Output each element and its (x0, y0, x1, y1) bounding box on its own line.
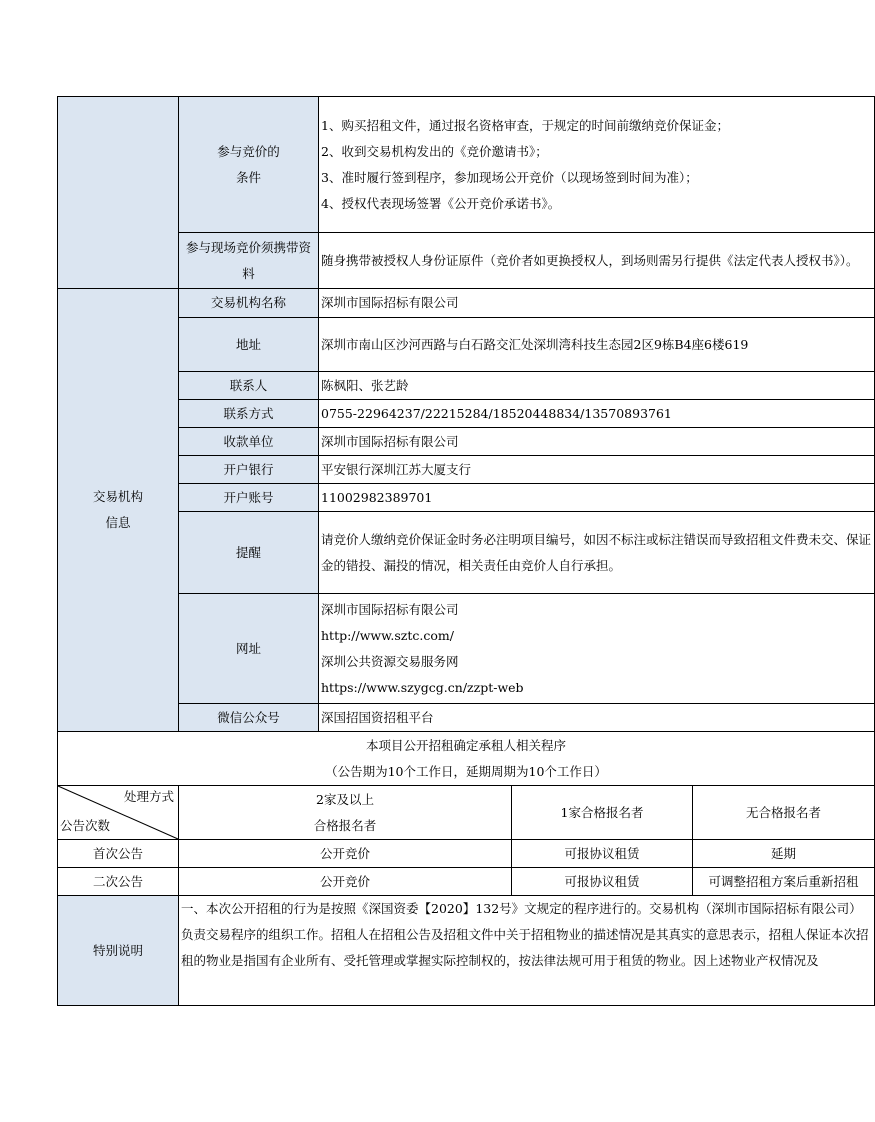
contact-label: 联系人 (179, 372, 319, 400)
bid-condition-line-3: 3、准时履行签到程序，参加现场公开竞价（以现场签到时间为准）； (321, 169, 698, 185)
first-notice-cell-1: 公开竞价 (179, 840, 512, 868)
address-value: 深圳市南山区沙河西路与白石路交汇处深圳湾科技生态园2区9栋B4座6楼619 (319, 318, 875, 372)
contact-value: 陈枫阳、张艺龄 (319, 372, 875, 400)
bid-condition-line-4: 4、授权代表现场签署《公开竞价承诺书》。 (321, 195, 561, 211)
bid-condition-line-2: 2、收到交易机构发出的《竞价邀请书》； (321, 143, 548, 159)
payee-label: 收款单位 (179, 428, 319, 456)
first-notice-cell-2: 可报协议租赁 (512, 840, 693, 868)
corner-bottom-text: 公告次数 (60, 818, 111, 833)
bank-label: 开户银行 (179, 456, 319, 484)
procedure-subtitle: （公告期为10个工作日，延期周期为10个工作日） (325, 763, 607, 779)
bid-category-cell (58, 97, 179, 289)
first-notice-cell-3: 延期 (693, 840, 875, 868)
bid-condition-label (179, 97, 319, 233)
phone-value: 0755-22964237/22215284/18520448834/13570893761 (319, 400, 875, 428)
special-text: 一、本次公开招租的行为是按照《深国资委【2020】132号》文规定的程序进行的。交易机构（深圳市国际招标有限公司）负责交易程序的组织工作。招租人在招租公告及招租文件中关于招租物业的描述情况是其真实的意思表示，招租人保证本次招租的物业是指国有企业所有、受托管理或掌握实际控制权的，按法律法规可用于租赁的物业。因上述物业产权情况及 (179, 896, 875, 1006)
corner-header-cell (58, 786, 179, 840)
second-notice-cell-2: 可报协议租赁 (512, 868, 693, 896)
reminder-label: 提醒 (179, 512, 319, 594)
wechat-label: 微信公众号 (179, 704, 319, 732)
agency-name-label: 交易机构名称 (179, 289, 319, 318)
reminder-value: 请竞价人缴纳竞价保证金时务必注明项目编号，如因不标注或标注错误而导致招租文件费未交、保证金的错投、漏投的情况，相关责任由竞价人自行承担。 (319, 512, 875, 594)
phone-label: 联系方式 (179, 400, 319, 428)
special-label: 特别说明 (58, 896, 179, 1006)
account-value: 11002982389701 (319, 484, 875, 512)
payee-value: 深圳市国际招标有限公司 (319, 428, 875, 456)
wechat-value: 深国招国资招租平台 (319, 704, 875, 732)
second-notice-cell-3: 可调整招租方案后重新招租 (693, 868, 875, 896)
bid-materials-label: 参与现场竞价须携带资料 (179, 233, 319, 289)
agency-category-cell: 交易机构 信息 (58, 289, 179, 732)
info-table (57, 96, 875, 1006)
website-url-2[interactable]: https://www.szygcg.cn/zzpt-web (321, 679, 524, 695)
first-notice-label: 首次公告 (58, 840, 179, 868)
bid-condition-label-line: 参与竞价的 条件 (217, 143, 280, 185)
header-one: 1家合格报名者 (512, 786, 693, 840)
bank-value: 平安银行深圳江苏大厦支行 (319, 456, 875, 484)
header-none: 无合格报名者 (693, 786, 875, 840)
second-notice-cell-1: 公开竞价 (179, 868, 512, 896)
corner-top-text: 处理方式 (123, 789, 174, 804)
website-line-2: 深圳公共资源交易服务网 (321, 653, 459, 669)
bid-condition-value (319, 97, 875, 233)
second-notice-label: 二次公告 (58, 868, 179, 896)
website-value (319, 594, 875, 704)
bid-condition-line-1: 1、购买招租文件，通过报名资格审查，于规定的时间前缴纳竞价保证金； (321, 117, 729, 133)
address-label: 地址 (179, 318, 319, 372)
website-line-1: 深圳市国际招标有限公司 (321, 601, 459, 617)
account-label: 开户账号 (179, 484, 319, 512)
header-two-plus: 2家及以上 合格报名者 (179, 786, 512, 840)
website-url-1[interactable]: http://www.sztc.com/ (321, 627, 454, 643)
procedure-heading (58, 732, 875, 786)
procedure-title: 本项目公开招租确定承租人相关程序 (365, 737, 566, 753)
agency-name-value: 深圳市国际招标有限公司 (319, 289, 875, 318)
website-label: 网址 (179, 594, 319, 704)
bid-materials-value: 随身携带被授权人身份证原件（竞价者如更换授权人，到场则需另行提供《法定代表人授权书》）。 (319, 233, 875, 289)
